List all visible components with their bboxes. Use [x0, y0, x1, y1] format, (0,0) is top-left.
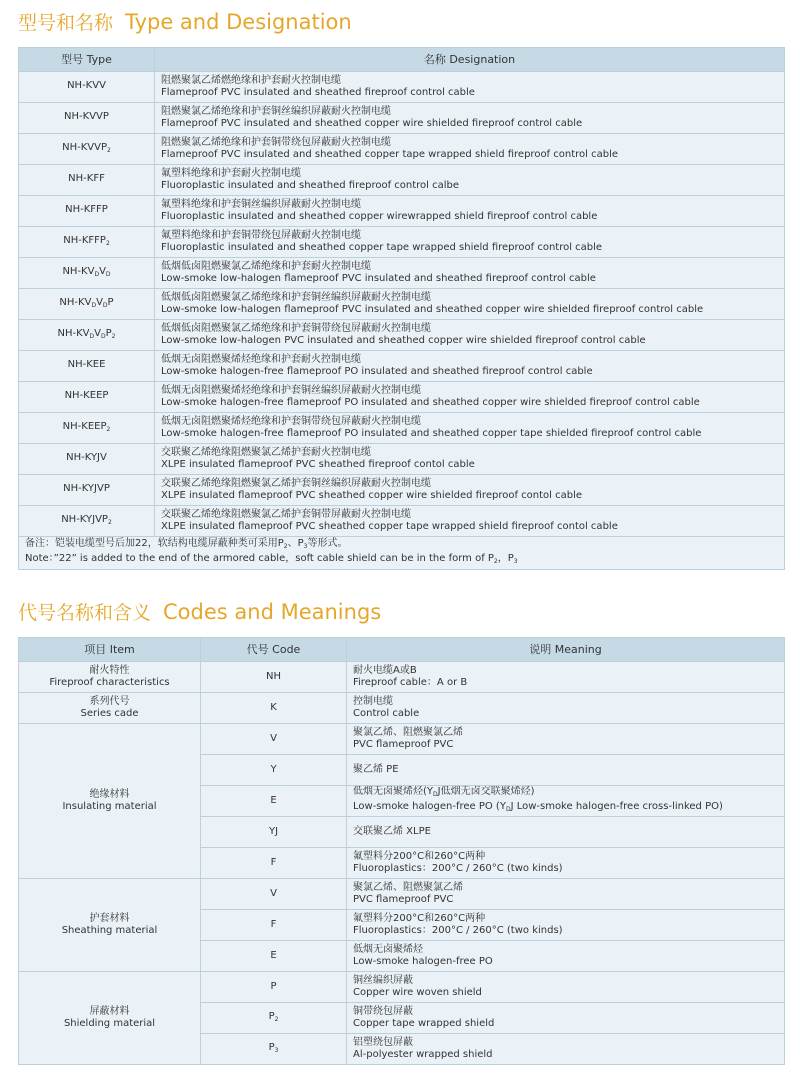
item-cell: 护套材料 Sheathing material [19, 879, 201, 972]
table-row [19, 662, 785, 693]
type-cell: $NH-KV_DV_DP_2$ [19, 320, 155, 351]
designation-cn: 交联聚乙烯绝缘阻燃聚氯乙烯护套铜丝编织屏蔽耐火控制电缆 [161, 478, 431, 489]
code-cell: E [201, 786, 347, 817]
meaning-cell: 铜带绕包屏蔽 Copper tape wrapped shield [347, 1003, 785, 1034]
designation-cell [155, 103, 785, 134]
designation-cell [155, 289, 785, 320]
designation-en: Flameproof PVC insulated and sheathed fireproof control cable [161, 87, 475, 98]
code-cell: E [201, 941, 347, 972]
code-cell: $P_3$ [201, 1034, 347, 1065]
table-row [19, 289, 785, 320]
code-cell: NH [201, 662, 347, 693]
designation-cell [155, 72, 785, 103]
section-title-codes-meanings [18, 598, 381, 625]
code-cell: Y [201, 755, 347, 786]
table-row [19, 972, 785, 1003]
designation-cn: 低烟无卤阻燃聚烯烃绝缘和护套耐火控制电缆 [161, 354, 361, 365]
designation-cell [155, 320, 785, 351]
table-row [19, 103, 785, 134]
designation-cell [155, 444, 785, 475]
table-row [19, 227, 785, 258]
code-cell: K [201, 693, 347, 724]
section-title-type-designation [18, 8, 352, 35]
designation-cn: 低烟低卤阻燃聚氯乙烯绝缘和护套铜丝编织屏蔽耐火控制电缆 [161, 292, 431, 303]
table-row [19, 258, 785, 289]
code-cell: F [201, 848, 347, 879]
meaning-cell: 低烟无卤聚烯烃 Low-smoke halogen-free PO [347, 941, 785, 972]
designation-cn: 交联聚乙烯绝缘阻燃聚氯乙烯护套耐火控制电缆 [161, 447, 371, 458]
designation-en: XLPE insulated flameproof PVC sheathed fireproof contol cable [161, 459, 475, 470]
note-row [19, 537, 785, 570]
type-cell: $NH-KEEP_2$ [19, 413, 155, 444]
table-row [19, 72, 785, 103]
type-designation-table [18, 47, 785, 570]
designation-en: Low-smoke low-halogen flameproof PVC insulated and sheathed copper wire shielded fireproof control cable [161, 304, 704, 315]
designation-en: Low-smoke halogen-free flameproof PO insulated and sheathed copper wire shielded fireproof control cable [161, 397, 700, 408]
type-cell: NH-KYJV [19, 444, 155, 475]
designation-cell [155, 258, 785, 289]
type-cell: $NH-KV_DV_DP$ [19, 289, 155, 320]
table-row [19, 134, 785, 165]
table-row [19, 444, 785, 475]
designation-cn: 低烟无卤阻燃聚烯烃绝缘和护套铜丝编织屏蔽耐火控制电缆 [161, 385, 421, 396]
designation-cell [155, 351, 785, 382]
table-row [19, 351, 785, 382]
designation-cn: 氟塑料绝缘和护套铜带绕包屏蔽耐火控制电缆 [161, 230, 361, 241]
designation-cn: 低烟低卤阻燃聚氯乙烯绝缘和护套耐火控制电缆 [161, 261, 371, 272]
designation-cn: 阻燃聚氯乙烯绝缘和护套铜丝编织屏蔽耐火控制电缆 [161, 106, 391, 117]
header-meaning: 说明 Meaning [347, 638, 785, 662]
table-row [19, 724, 785, 755]
meaning-cell: 交联聚乙烯 XLPE [347, 817, 785, 848]
table-row [19, 413, 785, 444]
designation-cn: 交联聚乙烯绝缘阻燃聚氯乙烯护套铜带屏蔽耐火控制电缆 [161, 509, 411, 520]
meaning-cell: 低烟无卤聚烯烃($Y_DJ$低烟无卤交联聚烯烃) Low-smoke halogen-free PO ($Y_DJ$ Low-smoke halogen-free cross-linked PO) [347, 786, 785, 817]
meaning-cell: 控制电缆 Control cable [347, 693, 785, 724]
designation-en: XLPE insulated flameproof PVC sheathed copper tape wrapped shield fireproof contol cable [161, 521, 618, 532]
type-cell: NH-KFF [19, 165, 155, 196]
codes-meanings-table [18, 637, 785, 1065]
header-designation: 名称 Designation [155, 48, 785, 72]
code-cell: F [201, 910, 347, 941]
note-en: Note：”22” is added to the end of the armored cable，soft cable shield can be in the form of $P_2$，$P_3$ [25, 553, 518, 565]
item-cell: 屏蔽材料 Shielding material [19, 972, 201, 1065]
note-cn: 备注：铠装电缆型号后加22，软结构电缆屏蔽种类可采用$P_2$、$P_3$等形式。 [25, 538, 348, 550]
designation-en: XLPE insulated flameproof PVC sheathed copper wire shielded fireproof contol cable [161, 490, 583, 501]
item-cell: 绝缘材料 Insulating material [19, 724, 201, 879]
designation-en: Low-smoke low-halogen flameproof PVC insulated and sheathed fireproof control cable [161, 273, 596, 284]
code-cell: YJ [201, 817, 347, 848]
item-cell: 耐火特性 Fireproof characteristics [19, 662, 201, 693]
type-cell: NH-KFFP [19, 196, 155, 227]
type-cell: NH-KVV [19, 72, 155, 103]
type-cell: NH-KVVP [19, 103, 155, 134]
code-cell: $P_2$ [201, 1003, 347, 1034]
designation-en: Fluoroplastic insulated and sheathed fireproof control calbe [161, 180, 460, 191]
designation-en: Low-smoke halogen-free flameproof PO insulated and sheathed fireproof control cable [161, 366, 593, 377]
designation-en: Low-smoke halogen-free flameproof PO insulated and sheathed copper tape shielded fireproof control cable [161, 428, 702, 439]
code-cell: V [201, 879, 347, 910]
designation-cn: 阻燃聚氯乙烯燃绝缘和护套耐火控制电缆 [161, 75, 341, 86]
designation-cell [155, 196, 785, 227]
meaning-cell: 氟塑料分200°C和260°C两种 Fluoroplastics：200°C / 260°C (two kinds) [347, 848, 785, 879]
designation-cn: 阻燃聚氯乙烯绝缘和护套铜带绕包屏蔽耐火控制电缆 [161, 137, 391, 148]
table-row [19, 693, 785, 724]
type-cell: NH-KYJVP [19, 475, 155, 506]
header-item: 项目 Item [19, 638, 201, 662]
table-row [19, 196, 785, 227]
table-row [19, 320, 785, 351]
table-row [19, 382, 785, 413]
meaning-cell: 耐火电缆A或B Fireproof cable：A or B [347, 662, 785, 693]
title-en: Type and Designation [125, 10, 352, 34]
designation-cn: 低烟低卤阻燃聚氯乙烯绝缘和护套铜带绕包屏蔽耐火控制电缆 [161, 323, 431, 334]
title-cn: 代号名称和含义 [18, 602, 152, 624]
designation-cell [155, 134, 785, 165]
designation-cell [155, 506, 785, 537]
table-row [19, 879, 785, 910]
meaning-cell: 铜丝编织屏蔽 Copper wire woven shield [347, 972, 785, 1003]
title-en: Codes and Meanings [163, 600, 382, 624]
meaning-cell: 聚氯乙烯、阻燃聚氯乙烯 PVC flameproof PVC [347, 724, 785, 755]
designation-en: Flameproof PVC insulated and sheathed copper tape wrapped shield fireproof control cable [161, 149, 619, 160]
code-cell: P [201, 972, 347, 1003]
header-code: 代号 Code [201, 638, 347, 662]
designation-cell [155, 413, 785, 444]
meaning-cell: 氟塑料分200°C和260°C两种 Fluoroplastics：200°C / 260°C (two kinds) [347, 910, 785, 941]
table-row [19, 506, 785, 537]
meaning-cell: 聚氯乙烯、阻燃聚氯乙烯 PVC flameproof PVC [347, 879, 785, 910]
table-row [19, 165, 785, 196]
designation-cn: 氟塑料绝缘和护套耐火控制电缆 [161, 168, 301, 179]
designation-cell [155, 382, 785, 413]
designation-cell [155, 165, 785, 196]
table-row [19, 475, 785, 506]
type-cell: NH-KEEP [19, 382, 155, 413]
type-cell: $NH-KFFP_2$ [19, 227, 155, 258]
type-cell: $NH-KV_DV_D$ [19, 258, 155, 289]
meaning-cell: 铝塑绕包屏蔽 Al-polyester wrapped shield [347, 1034, 785, 1065]
item-cell: 系列代号 Series cade [19, 693, 201, 724]
designation-cn: 氟塑料绝缘和护套铜丝编织屏蔽耐火控制电缆 [161, 199, 361, 210]
designation-cell [155, 475, 785, 506]
designation-en: Fluoroplastic insulated and sheathed copper wirewrapped shield fireproof control cable [161, 211, 598, 222]
header-type: 型号 Type [19, 48, 155, 72]
type-cell: NH-KEE [19, 351, 155, 382]
designation-en: Flameproof PVC insulated and sheathed copper wire shielded fireproof control cable [161, 118, 583, 129]
meaning-cell: 聚乙烯 PE [347, 755, 785, 786]
designation-en: Fluoroplastic insulated and sheathed copper tape wrapped shield fireproof control cable [161, 242, 603, 253]
type-cell: $NH-KVVP_2$ [19, 134, 155, 165]
type-cell: $NH-KYJVP_2$ [19, 506, 155, 537]
designation-cell [155, 227, 785, 258]
designation-cn: 低烟无卤阻燃聚烯烃绝缘和护套铜带绕包屏蔽耐火控制电缆 [161, 416, 421, 427]
title-cn: 型号和名称 [18, 12, 114, 34]
designation-en: Low-smoke low-halogen PVC insulated and sheathed copper wire shielded fireproof control cable [161, 335, 646, 346]
code-cell: V [201, 724, 347, 755]
